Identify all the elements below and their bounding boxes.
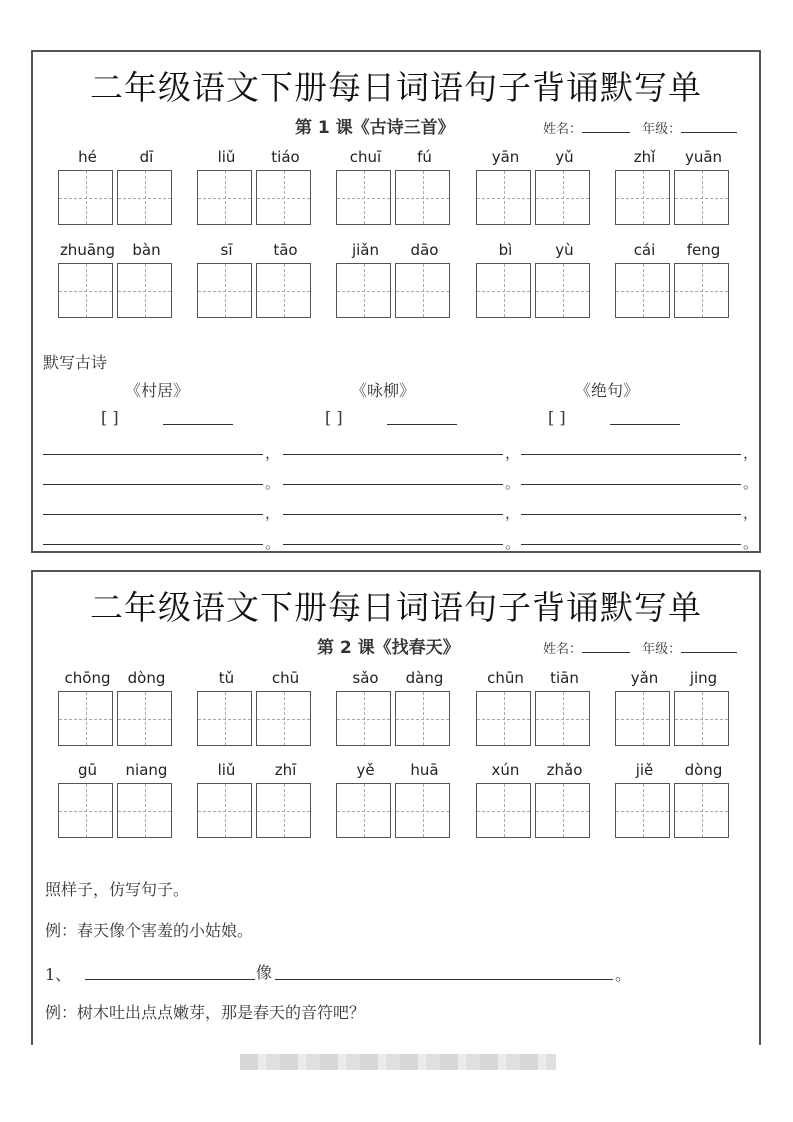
pinyin-label: zhuāng	[59, 241, 116, 259]
answer-blank-1a[interactable]	[85, 979, 255, 980]
line-punctuation: 。	[743, 534, 759, 552]
character-box[interactable]	[535, 783, 590, 838]
poem-line-blank[interactable]	[283, 454, 503, 455]
item-keyword: 像	[256, 963, 273, 982]
character-box[interactable]	[674, 783, 729, 838]
pinyin-label: xún	[491, 761, 520, 779]
character-box[interactable]	[256, 783, 311, 838]
pinyin-label: dī	[139, 148, 154, 166]
poem-line-blank[interactable]	[43, 514, 263, 515]
pinyin-label: dòng	[127, 669, 166, 687]
character-box[interactable]	[256, 170, 311, 225]
pinyin-label: yǎn	[630, 669, 659, 687]
pinyin-label: bàn	[132, 241, 161, 259]
word-group	[336, 669, 454, 729]
character-box[interactable]	[395, 783, 450, 838]
author-bracket-3: [ ]	[548, 408, 566, 427]
author-field-3[interactable]	[610, 424, 680, 425]
character-box[interactable]	[117, 263, 172, 318]
name-field[interactable]	[582, 640, 630, 653]
word-group	[476, 669, 594, 729]
word-group	[336, 241, 454, 301]
author-bracket-1: [ ]	[101, 408, 119, 427]
character-box[interactable]	[615, 783, 670, 838]
character-box[interactable]	[615, 263, 670, 318]
line-punctuation: 。	[505, 474, 521, 492]
character-box[interactable]	[58, 691, 113, 746]
pinyin-label: dāo	[410, 241, 439, 259]
poem-line-blank[interactable]	[521, 454, 741, 455]
line-punctuation: ，	[265, 444, 281, 462]
pinyin-label: huā	[410, 761, 439, 779]
word-group	[197, 241, 315, 301]
character-box[interactable]	[197, 783, 252, 838]
character-box[interactable]	[395, 691, 450, 746]
character-box[interactable]	[336, 170, 391, 225]
character-box[interactable]	[336, 783, 391, 838]
character-box[interactable]	[58, 783, 113, 838]
answer-blank-1b[interactable]	[275, 979, 613, 980]
pinyin-label: yān	[491, 148, 520, 166]
poem-title-3: 《绝句》	[575, 381, 640, 400]
instruction-text: 照样子，仿写句子。	[45, 880, 190, 899]
pinyin-label: yù	[555, 241, 574, 259]
pinyin-label: fú	[417, 148, 432, 166]
author-bracket-2: [ ]	[325, 408, 343, 427]
pinyin-label: yě	[356, 761, 375, 779]
character-box[interactable]	[476, 263, 531, 318]
pinyin-label: cái	[633, 241, 656, 259]
word-group	[58, 148, 176, 208]
pinyin-label: zhī	[274, 761, 297, 779]
word-group	[615, 241, 733, 301]
pinyin-label: hé	[78, 148, 97, 166]
character-box[interactable]	[674, 691, 729, 746]
poem-title-1: 《村居》	[125, 381, 190, 400]
character-box[interactable]	[58, 170, 113, 225]
poem-line-blank[interactable]	[43, 544, 263, 545]
character-box[interactable]	[197, 691, 252, 746]
pinyin-label: gū	[77, 761, 98, 779]
character-box[interactable]	[58, 263, 113, 318]
worksheet-lesson-2	[31, 570, 761, 1045]
character-box[interactable]	[476, 170, 531, 225]
character-box[interactable]	[117, 783, 172, 838]
pinyin-label: tǔ	[218, 669, 235, 687]
line-punctuation: ，	[505, 444, 521, 462]
character-box[interactable]	[256, 263, 311, 318]
grade-field[interactable]	[681, 120, 737, 133]
pinyin-label: dòng	[684, 761, 723, 779]
name-label: 姓名：	[543, 122, 583, 137]
word-group	[476, 761, 594, 821]
word-group	[197, 669, 315, 729]
pinyin-label: tiān	[550, 669, 579, 687]
poem-line-blank[interactable]	[283, 514, 503, 515]
pinyin-label: dàng	[405, 669, 444, 687]
pinyin-label: bì	[498, 241, 513, 259]
character-box[interactable]	[395, 170, 450, 225]
pinyin-label: tāo	[273, 241, 298, 259]
pinyin-label: sǎo	[352, 669, 379, 687]
pinyin-label: liǔ	[217, 761, 236, 779]
item-number-1: 1、	[45, 965, 72, 984]
word-group	[58, 761, 176, 821]
character-box[interactable]	[535, 691, 590, 746]
pinyin-label: niang	[125, 761, 168, 779]
poem-line-blank[interactable]	[283, 484, 503, 485]
character-box[interactable]	[674, 263, 729, 318]
word-group	[197, 761, 315, 821]
character-box[interactable]	[197, 170, 252, 225]
line-punctuation: 。	[265, 474, 281, 492]
worksheet-title: 二年级语文下册每日词语句子背诵默写单	[90, 68, 702, 107]
line-punctuation: ，	[265, 504, 281, 522]
lesson-heading: 第 2 课《找春天》	[317, 638, 460, 658]
pinyin-label: zhǎo	[546, 761, 583, 779]
item-end-punct: 。	[615, 965, 632, 984]
pinyin-label: sī	[220, 241, 233, 259]
pinyin-label: liǔ	[217, 148, 236, 166]
poem-line-blank[interactable]	[283, 544, 503, 545]
poem-line-blank[interactable]	[521, 484, 741, 485]
poem-line-blank[interactable]	[43, 454, 263, 455]
character-box[interactable]	[615, 691, 670, 746]
grade-field[interactable]	[681, 640, 737, 653]
line-punctuation: ，	[505, 504, 521, 522]
pinyin-label: yuān	[684, 148, 723, 166]
word-group	[476, 148, 594, 208]
character-box[interactable]	[476, 691, 531, 746]
line-punctuation: 。	[743, 474, 759, 492]
pinyin-label: jiě	[635, 761, 654, 779]
character-box[interactable]	[336, 691, 391, 746]
author-field-1[interactable]	[163, 424, 233, 425]
line-punctuation: 。	[265, 534, 281, 552]
example-sentence-1: 例：春天像个害羞的小姑娘。	[45, 921, 254, 940]
poem-line-blank[interactable]	[521, 514, 741, 515]
character-box[interactable]	[336, 263, 391, 318]
character-box[interactable]	[535, 170, 590, 225]
pinyin-label: chuī	[349, 148, 382, 166]
character-box[interactable]	[197, 263, 252, 318]
line-punctuation: ，	[743, 504, 759, 522]
grade-label: 年级：	[642, 122, 682, 137]
word-group	[615, 669, 733, 729]
section-label: 默写古诗	[43, 353, 108, 372]
blurred-watermark	[240, 1054, 556, 1070]
poem-line-blank[interactable]	[43, 484, 263, 485]
name-label: 姓名：	[543, 642, 583, 657]
pinyin-label: chū	[271, 669, 300, 687]
pinyin-label: jiǎn	[351, 241, 380, 259]
word-group	[336, 761, 454, 821]
pinyin-label: chōng	[64, 669, 111, 687]
student-info	[543, 638, 737, 657]
word-group	[197, 148, 315, 208]
character-box[interactable]	[615, 170, 670, 225]
character-box[interactable]	[117, 691, 172, 746]
word-group	[615, 148, 733, 208]
word-group	[336, 148, 454, 208]
character-box[interactable]	[256, 691, 311, 746]
pinyin-label: tiáo	[271, 148, 300, 166]
lesson-heading: 第 1 课《古诗三首》	[295, 118, 455, 138]
worksheet-lesson-1	[31, 50, 761, 553]
author-field-2[interactable]	[387, 424, 457, 425]
word-group	[615, 761, 733, 821]
line-punctuation: 。	[505, 534, 521, 552]
character-box[interactable]	[535, 263, 590, 318]
character-box[interactable]	[476, 783, 531, 838]
pinyin-label: yǔ	[555, 148, 574, 166]
student-info	[543, 118, 737, 137]
poem-title-2: 《咏柳》	[351, 381, 416, 400]
pinyin-label: zhǐ	[633, 148, 656, 166]
word-group	[58, 669, 176, 729]
name-field[interactable]	[582, 120, 630, 133]
poem-line-blank[interactable]	[521, 544, 741, 545]
pinyin-label: chūn	[487, 669, 524, 687]
grade-label: 年级：	[642, 642, 682, 657]
example-sentence-2: 例：树木吐出点点嫩芽，那是春天的音符吧？	[45, 1003, 366, 1022]
worksheet-title: 二年级语文下册每日词语句子背诵默写单	[90, 588, 702, 627]
word-group	[476, 241, 594, 301]
character-box[interactable]	[395, 263, 450, 318]
word-group	[58, 241, 176, 301]
character-box[interactable]	[674, 170, 729, 225]
line-punctuation: ，	[743, 444, 759, 462]
pinyin-label: jing	[689, 669, 718, 687]
character-box[interactable]	[117, 170, 172, 225]
pinyin-label: feng	[686, 241, 721, 259]
